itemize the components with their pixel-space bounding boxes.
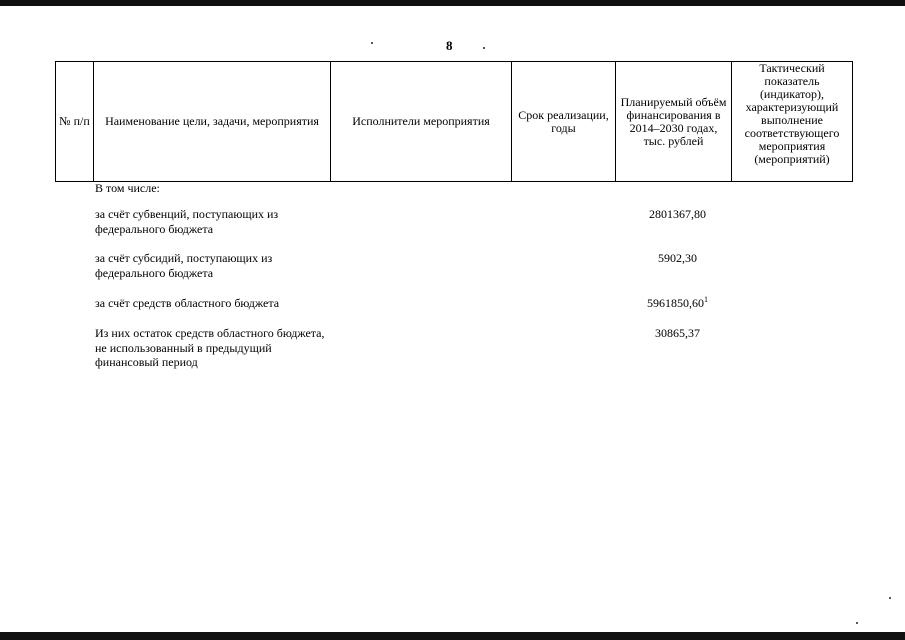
scan-bottom-edge bbox=[0, 632, 905, 640]
col-funding-header: Планируемый объём финансирования в 2014–2030 годах, тыс. рублей bbox=[616, 62, 732, 182]
col-name-header: Наименование цели, задачи, мероприятия bbox=[94, 62, 331, 182]
row-label-including: В том числе: bbox=[95, 181, 160, 195]
row-value-subsidies: 5902,30 bbox=[658, 251, 697, 265]
col-period-header: Срок реализации, годы bbox=[512, 62, 616, 182]
scan-top-edge bbox=[0, 0, 905, 6]
col-number-header: № п/п bbox=[56, 62, 94, 182]
regional-budget-amount: 5961850,60 bbox=[647, 296, 704, 310]
row-value-subventions: 2801367,80 bbox=[649, 207, 706, 221]
row-label-unused-balance: Из них остаток средств областного бюджета, не использованный в предыдущий финансовый период bbox=[95, 326, 325, 369]
row-label-subventions: за счёт субвенций, поступающих из федерального бюджета bbox=[95, 207, 279, 236]
col-indicator-header: Тактический показатель (индикатор), характеризующий выполнение соответствующего мероприятия (мероприятий) bbox=[732, 62, 853, 182]
footnote-marker: 1 bbox=[704, 295, 708, 304]
table-header bbox=[55, 61, 853, 182]
page-number: 8 bbox=[446, 38, 453, 53]
scan-speck bbox=[856, 622, 858, 624]
row-label-regional-budget: за счёт средств областного бюджета bbox=[95, 296, 280, 310]
col-executors-header: Исполнители мероприятия bbox=[331, 62, 512, 182]
scan-speck bbox=[483, 47, 485, 49]
scan-speck bbox=[371, 42, 373, 44]
row-value-unused-balance: 30865,37 bbox=[655, 326, 700, 340]
row-value-regional-budget bbox=[620, 296, 735, 311]
row-label-subsidies: за счёт субсидий, поступающих из федерального бюджета bbox=[95, 251, 273, 280]
scan-speck bbox=[889, 597, 891, 599]
